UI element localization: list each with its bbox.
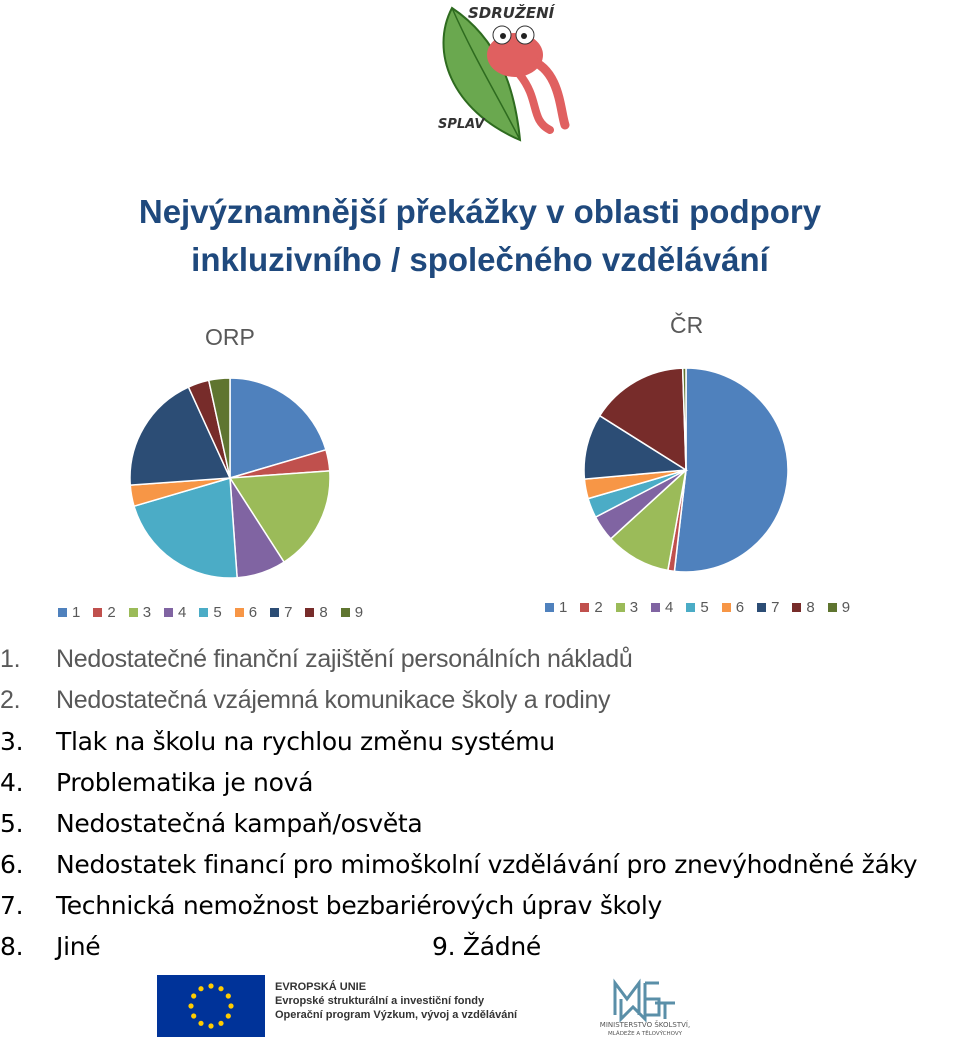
eu-text-block	[275, 980, 517, 1022]
legend-label: 4	[178, 604, 187, 621]
legend-swatch	[270, 608, 279, 617]
legend-item-2	[580, 599, 602, 616]
legend-item-5	[686, 599, 708, 616]
reason-text: Jiné	[56, 932, 101, 961]
eu-funds-line: Evropské strukturální a investiční fondy	[275, 995, 485, 1007]
reason-number: 2.	[0, 686, 21, 714]
reason-text: Problematika je nová	[56, 768, 314, 797]
legend-label: 5	[700, 599, 709, 616]
reason-item-7	[0, 891, 662, 920]
legend-swatch	[58, 608, 67, 617]
reason-text: Nedostatečná kampaň/osvěta	[56, 809, 423, 838]
eu-program-line: Operační program Výzkum, vývoj a vzdělávání	[275, 1009, 518, 1021]
eu-flag-logo	[157, 975, 265, 1037]
chart-title-orp: ORP	[205, 324, 255, 350]
legend-swatch	[792, 603, 801, 612]
reason-number: 6.	[0, 850, 24, 879]
legend-orp	[58, 604, 376, 621]
reason-item-8	[0, 932, 100, 961]
reason-number: 1.	[0, 645, 21, 673]
legend-swatch	[686, 603, 695, 612]
legend-swatch	[129, 608, 138, 617]
legend-swatch	[93, 608, 102, 617]
legend-swatch	[545, 603, 554, 612]
legend-swatch	[341, 608, 350, 617]
legend-label: 9	[354, 604, 364, 621]
legend-label: 2	[107, 604, 116, 621]
legend-item-1	[545, 599, 567, 616]
reason-text: Tlak na školu na rychlou změnu systému	[56, 727, 555, 756]
legend-swatch	[651, 603, 660, 612]
legend-label: 9	[841, 599, 851, 616]
legend-item-4	[651, 599, 673, 616]
legend-label: 1	[559, 599, 568, 616]
legend-swatch	[305, 608, 314, 617]
legend-item-4	[164, 604, 186, 621]
reason-item-6	[0, 850, 917, 879]
legend-item-5	[199, 604, 221, 621]
legend-swatch	[199, 608, 208, 617]
legend-item-9	[341, 604, 363, 621]
legend-item-9	[828, 599, 850, 616]
reason-text: Nedostatečná vzájemná komunikace školy a rodiny	[56, 686, 611, 714]
legend-label: 8	[319, 604, 328, 621]
eu-title: EVROPSKÁ UNIE	[275, 981, 367, 993]
legend-label: 6	[248, 604, 258, 621]
legend-label: 8	[806, 599, 815, 616]
page-title-line-1: Nejvýznamnější překážky v oblasti podpory	[138, 193, 822, 230]
reason-number: 8.	[0, 932, 24, 961]
reason-text: Nedostatečné finanční zajištění personálních nákladů	[56, 645, 633, 673]
sdruzeni-splav-logo	[430, 0, 580, 150]
legend-label: 4	[665, 599, 674, 616]
reason-text: Nedostatek financí pro mimoškolní vzdělávání pro znevýhodněné žáky	[56, 850, 918, 879]
legend-item-3	[616, 599, 638, 616]
legend-item-6	[235, 604, 257, 621]
reason-number: 3.	[0, 727, 24, 756]
legend-swatch	[757, 603, 766, 612]
chart-title-cr: ČR	[670, 312, 704, 338]
reason-number: 7.	[0, 891, 24, 920]
legend-swatch	[580, 603, 589, 612]
page-title-line-2: inkluzivního / společného vzdělávání	[191, 241, 769, 278]
logo-top-text: SDRUŽENÍ	[468, 4, 555, 22]
legend-swatch	[722, 603, 731, 612]
reason-number: 5.	[0, 809, 24, 838]
legend-item-7	[757, 599, 779, 616]
legend-swatch	[616, 603, 625, 612]
pie-chart-orp	[130, 378, 330, 578]
legend-label: 6	[735, 599, 745, 616]
legend-swatch	[235, 608, 244, 617]
logo-bottom-text: SPLAV	[438, 117, 485, 132]
legend-label: 2	[594, 599, 603, 616]
reason-item-9: 9. Žádné	[432, 932, 541, 961]
reason-item-3	[0, 727, 555, 756]
reason-item-4	[0, 768, 313, 797]
reason-item-1	[0, 645, 632, 674]
legend-label: 3	[629, 599, 639, 616]
msmt-line-1: MINISTERSTVO ŠKOLSTVÍ,	[599, 1021, 691, 1029]
reason-item-2	[0, 686, 610, 715]
legend-item-8	[792, 599, 814, 616]
legend-label: 7	[771, 599, 780, 616]
msmt-logo	[585, 975, 705, 1037]
legend-item-7	[270, 604, 292, 621]
pie-chart-cr	[584, 368, 788, 572]
legend-item-2	[93, 604, 115, 621]
legend-item-6	[722, 599, 744, 616]
legend-label: 7	[284, 604, 293, 621]
legend-cr	[545, 599, 863, 616]
msmt-line-2: MLÁDEŽE A TĚLOVÝCHOVY	[608, 1031, 682, 1037]
pie-slice-1	[674, 368, 788, 572]
legend-swatch	[164, 608, 173, 617]
reason-number: 4.	[0, 768, 24, 797]
reason-text: Technická nemožnost bezbariérových úprav školy	[56, 891, 662, 920]
legend-item-8	[305, 604, 327, 621]
legend-label: 3	[142, 604, 152, 621]
legend-swatch	[828, 603, 837, 612]
reason-item-5	[0, 809, 422, 838]
legend-label: 1	[72, 604, 81, 621]
legend-label: 5	[213, 604, 222, 621]
legend-item-1	[58, 604, 80, 621]
legend-item-3	[129, 604, 151, 621]
